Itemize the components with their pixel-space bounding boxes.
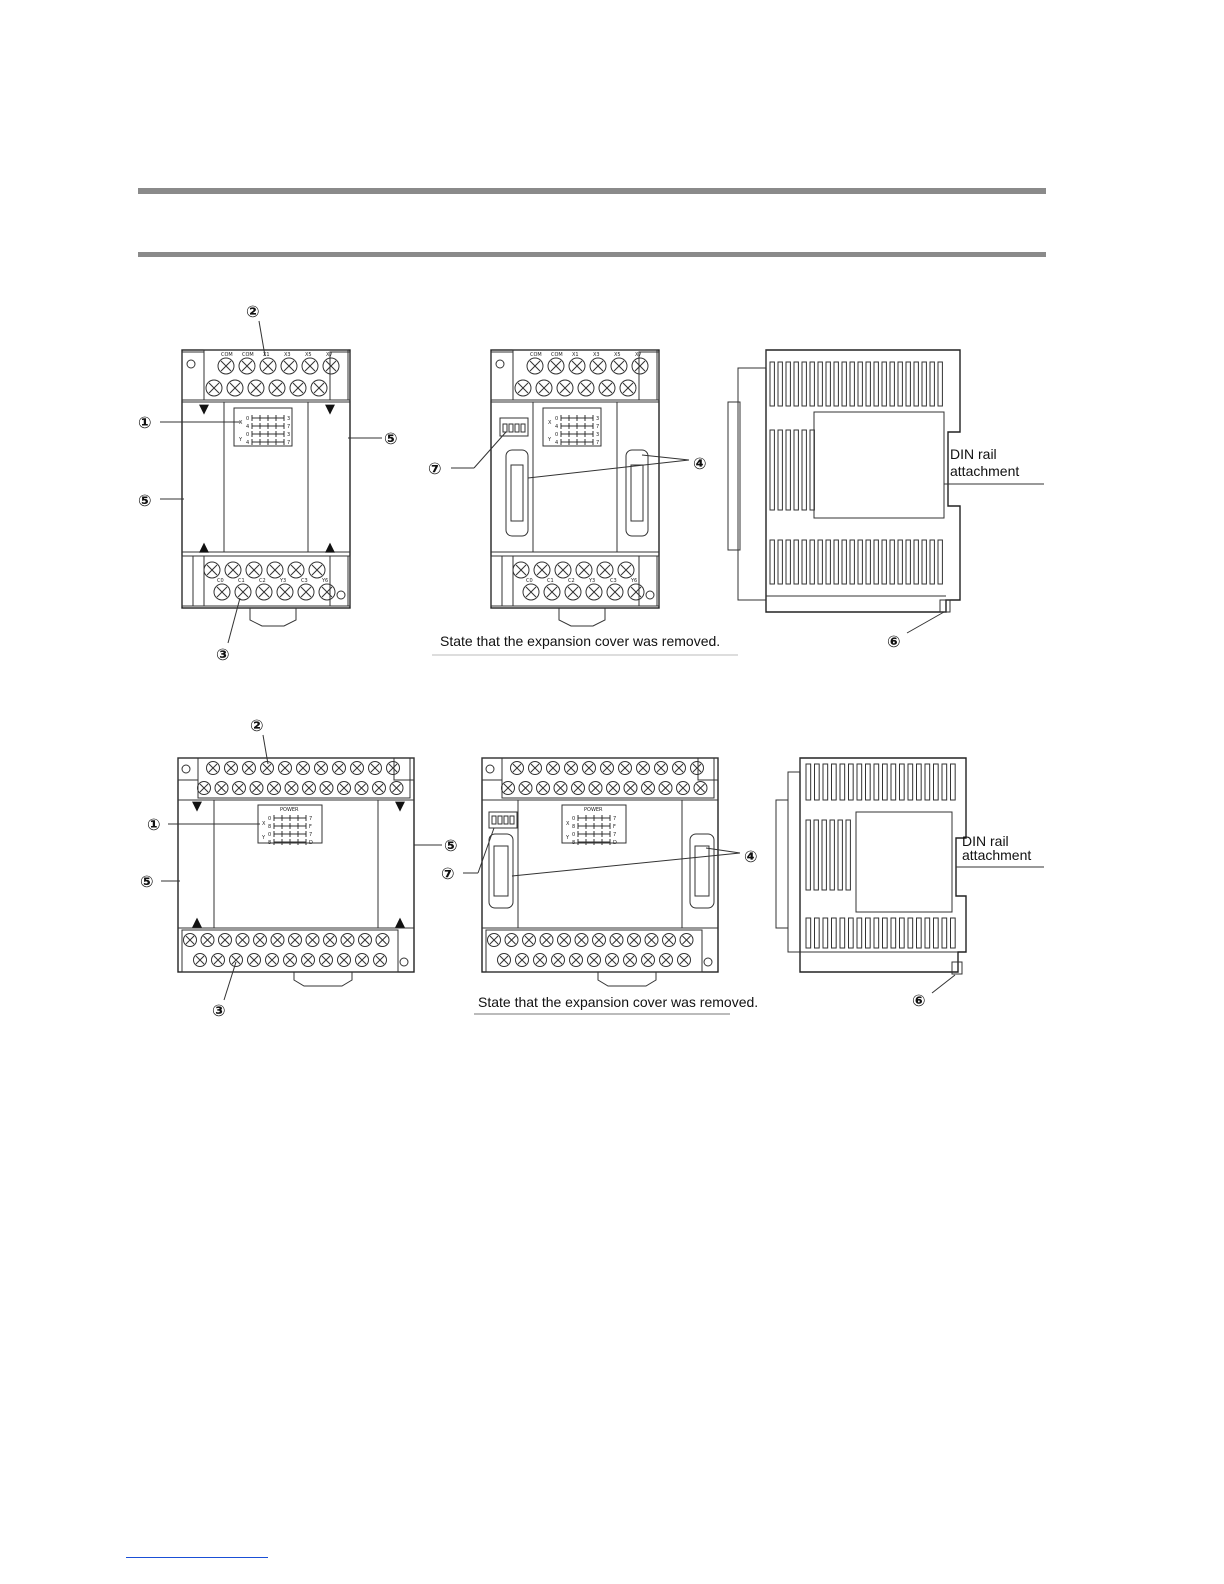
terminal-label: C1: [547, 578, 554, 584]
svg-text:0: 0: [246, 416, 250, 422]
terminal-label: X7: [635, 352, 642, 358]
terminal-label: X7: [326, 352, 333, 358]
svg-text:4: 4: [246, 424, 250, 430]
terminal-label: X5: [614, 352, 621, 358]
svg-text:7: 7: [613, 832, 617, 838]
terminal-label: C0: [217, 578, 224, 584]
expansion-connector-left: [506, 450, 528, 536]
svg-text:8: 8: [572, 824, 576, 830]
din-rail-label-1: DIN rail: [950, 446, 997, 462]
power-label: POWER: [280, 807, 299, 813]
led-x-label: X: [239, 420, 243, 426]
small-removed-callouts: [428, 432, 738, 655]
terminal-label: X3: [284, 352, 291, 358]
svg-text:7: 7: [596, 440, 600, 446]
terminal-label: COM: [242, 352, 254, 358]
callout-7: ⑦: [428, 459, 442, 478]
svg-text:0: 0: [268, 832, 272, 838]
terminal-label: C2: [259, 578, 266, 584]
svg-text:POWER: POWER: [584, 807, 603, 813]
svg-text:Y: Y: [548, 437, 552, 443]
svg-text:4: 4: [555, 440, 559, 446]
svg-text:▲: ▲: [192, 915, 202, 930]
svg-text:7: 7: [309, 816, 313, 822]
svg-text:①: ①: [147, 815, 161, 834]
svg-text:7: 7: [613, 816, 617, 822]
svg-text:▼: ▼: [192, 799, 202, 814]
svg-text:▼: ▼: [325, 402, 335, 417]
svg-text:▲: ▲: [395, 915, 405, 930]
svg-text:D: D: [309, 840, 313, 846]
large-unit-front: [178, 758, 414, 986]
svg-text:Y: Y: [566, 835, 570, 841]
svg-text:0: 0: [246, 432, 250, 438]
svg-text:attachment: attachment: [962, 847, 1032, 863]
terminal-label: X1: [572, 352, 579, 358]
large-unit-side-view: [776, 758, 966, 974]
svg-text:0: 0: [555, 432, 559, 438]
svg-text:③: ③: [212, 1001, 226, 1020]
svg-text:0: 0: [572, 832, 576, 838]
svg-text:3: 3: [596, 432, 600, 438]
svg-text:F: F: [309, 824, 312, 830]
small-unit-cover-removed: [491, 350, 659, 626]
svg-text:▼: ▼: [199, 402, 209, 417]
callout-5-left: ⑤: [138, 491, 152, 510]
small-unit-front: [182, 350, 350, 626]
svg-text:3: 3: [596, 416, 600, 422]
terminal-label: COM: [530, 352, 542, 358]
svg-text:0: 0: [555, 416, 559, 422]
din-rail-label-2: attachment: [950, 463, 1020, 479]
callout-5-right: ⑤: [384, 429, 398, 448]
large-unit-cover-removed: [482, 758, 718, 986]
terminal-label: Y6: [631, 578, 638, 584]
svg-text:7: 7: [287, 424, 291, 430]
terminal-label: Y6: [322, 578, 329, 584]
svg-text:DIN rail: DIN rail: [962, 833, 1009, 849]
terminal-label: X5: [305, 352, 312, 358]
caption-cover-removed-bottom: State that the expansion cover was removed.: [478, 994, 759, 1010]
footnote-rule: [126, 1557, 268, 1558]
expansion-connector-right: [626, 450, 648, 536]
terminal-label: COM: [221, 352, 233, 358]
svg-text:8: 8: [572, 840, 576, 846]
terminal-label: C0: [526, 578, 533, 584]
small-unit-side-view: [728, 350, 960, 612]
terminal-label: C3: [610, 578, 617, 584]
svg-text:▲: ▲: [325, 540, 335, 555]
svg-text:0: 0: [268, 816, 272, 822]
svg-text:8: 8: [268, 824, 272, 830]
terminal-label: Y3: [589, 578, 596, 584]
callout-4: ④: [693, 454, 707, 473]
large-side-callouts: [912, 833, 1044, 1010]
svg-text:⑥: ⑥: [912, 991, 926, 1010]
svg-text:4: 4: [555, 424, 559, 430]
svg-text:Y: Y: [262, 835, 266, 841]
terminal-label: C1: [238, 578, 245, 584]
svg-text:F: F: [613, 824, 616, 830]
svg-text:0: 0: [572, 816, 576, 822]
svg-text:7: 7: [596, 424, 600, 430]
svg-text:X: X: [548, 420, 552, 426]
svg-text:7: 7: [309, 832, 313, 838]
svg-text:7: 7: [287, 440, 291, 446]
terminal-label: Y3: [280, 578, 287, 584]
led-y-label: Y: [239, 437, 243, 443]
svg-text:8: 8: [268, 840, 272, 846]
svg-text:4: 4: [246, 440, 250, 446]
svg-text:⑤: ⑤: [140, 872, 154, 891]
caption-cover-removed-top: State that the expansion cover was removed.: [440, 633, 721, 649]
callout-2: ②: [246, 302, 260, 321]
callout-3: ③: [216, 645, 230, 664]
led-indicator-panel: [234, 408, 292, 446]
svg-text:X: X: [566, 821, 570, 827]
svg-text:▼: ▼: [395, 799, 405, 814]
svg-text:⑤: ⑤: [444, 836, 458, 855]
terminal-label: X1: [263, 352, 270, 358]
terminal-label: X3: [593, 352, 600, 358]
terminal-label: COM: [551, 352, 563, 358]
svg-text:3: 3: [287, 432, 291, 438]
svg-text:④: ④: [744, 847, 758, 866]
svg-text:▲: ▲: [199, 540, 209, 555]
svg-text:②: ②: [250, 716, 264, 735]
svg-text:3: 3: [287, 416, 291, 422]
svg-text:⑦: ⑦: [441, 864, 455, 883]
svg-text:X: X: [262, 821, 266, 827]
callout-6: ⑥: [887, 632, 901, 651]
terminal-label: C2: [568, 578, 575, 584]
terminal-label: C3: [301, 578, 308, 584]
callout-1: ①: [138, 413, 152, 432]
svg-text:D: D: [613, 840, 617, 846]
